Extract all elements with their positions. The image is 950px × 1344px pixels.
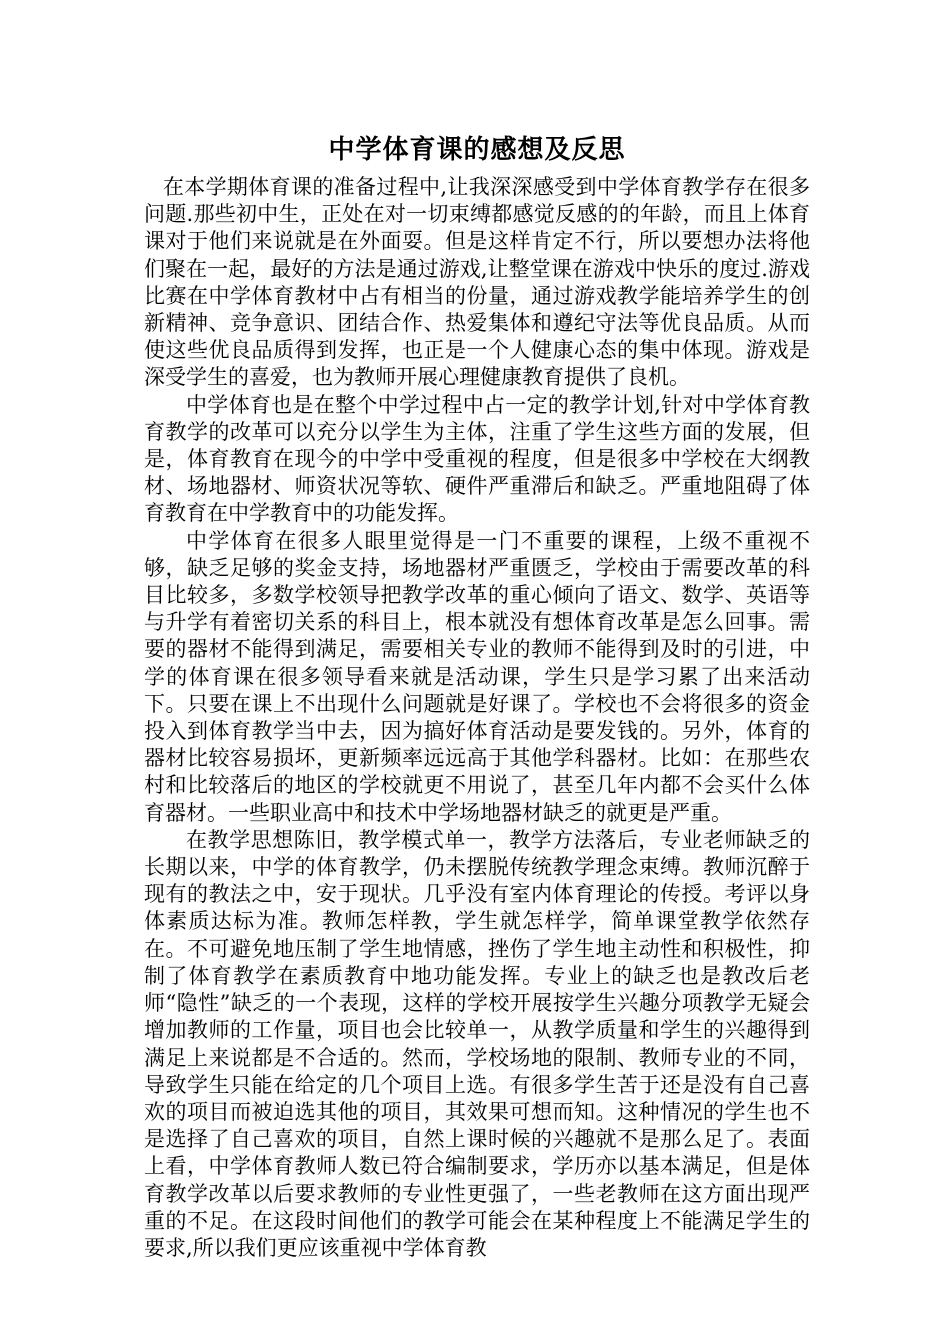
paragraph-2: 中学体育也是在整个中学过程中占一定的教学计划,针对中学体育教育教学的改革可以充分以学生为主体，注重了学生这些方面的发展，但是，体育教育在现今的中学中受重视的程度，但是很多中学校在大纲教材、场地器材、师资状况等软、硬件严重滞后和缺乏。严重地阻碍了体育教育在中学教育中的功能发挥。 — [144, 392, 810, 526]
document-title: 中学体育课的感想及反思 — [328, 135, 626, 165]
paragraph-3: 中学体育在很多人眼里觉得是一门不重要的课程，上级不重视不够，缺乏足够的奖金支持，场地器材严重匮乏，学校由于需要改革的科目比较多，多数学校领导把教学改革的重心倾向了语文、数学、英语等与升学有着密切关系的科目上，根本就没有想体育改革是怎么回事。需要的器材不能得到满足，需要相关专业的教师不能得到及时的引进，中学的体育课在很多领导看来就是活动课，学生只是学习累了出来活动下。只要在课上不出现什么问题就是好课了。学校也不会将很多的资金投入到体育教学当中去，因为搞好体育活动是要发钱的。另外，体育的器材比较容易损坏，更新频率远远高于其他学科器材。比如：在那些农村和比较落后的地区的学校就更不用说了，甚至几年内都不会买什么体育器材。一些职业高中和技术中学场地器材缺乏的就更是严重。 — [144, 528, 810, 825]
paragraph-1: 在本学期体育课的准备过程中,让我深深感受到中学体育教学存在很多问题.那些初中生，正处在对一切束缚都感觉反感的的年龄，而且上体育课对于他们来说就是在外面耍。但是这样肯定不行，所以要想办法将他们聚在一起，最好的方法是通过游戏,让整堂课在游戏中快乐的度过.游戏比赛在中学体育教材中占有相当的份量，通过游戏教学能培养学生的创新精神、竞争意识、团结合作、热爱集体和遵纪守法等优良品质。从而使这些优良品质得到发挥，也正是一个人健康心态的集中体现。游戏是深受学生的喜爱，也为教师开展心理健康教育提供了良机。 — [144, 175, 810, 390]
document-page — [144, 128, 810, 1262]
paragraph-4: 在教学思想陈旧，教学模式单一，教学方法落后，专业老师缺乏的长期以来，中学的体育教学，仍未摆脱传统教学理念束缚。教师沉醉于现有的教法之中，安于现状。几乎没有室内体育理论的传授。考评以身体素质达标为准。教师怎样教，学生就怎样学，简单课堂教学依然存在。不可避免地压制了学生地情感，挫伤了学生地主动性和积极性，抑制了体育教学在素质教育中地功能发挥。专业上的缺乏也是教改后老师“隐性”缺乏的一个表现，这样的学校开展按学生兴趣分项教学无疑会增加教师的工作量，项目也会比较单一，从教学质量和学生的兴趣得到满足上来说都是不合适的。然而，学校场地的限制、教师专业的不同，导致学生只能在给定的几个项目上选。有很多学生苦于还是没有自己喜欢的项目而被迫选其他的项目，其效果可想而知。这种情况的学生也不是选择了自己喜欢的项目，自然上课时候的兴趣就不是那么足了。表面上看，中学体育教师人数已符合编制要求，学历亦以基本满足，但是体育教学改革以后要求教师的专业性更强了，一些老教师在这方面出现严重的不足。在这段时间他们的教学可能会在某种程度上不能满足学生的要求,所以我们更应该重视中学体育教 — [144, 827, 810, 1260]
